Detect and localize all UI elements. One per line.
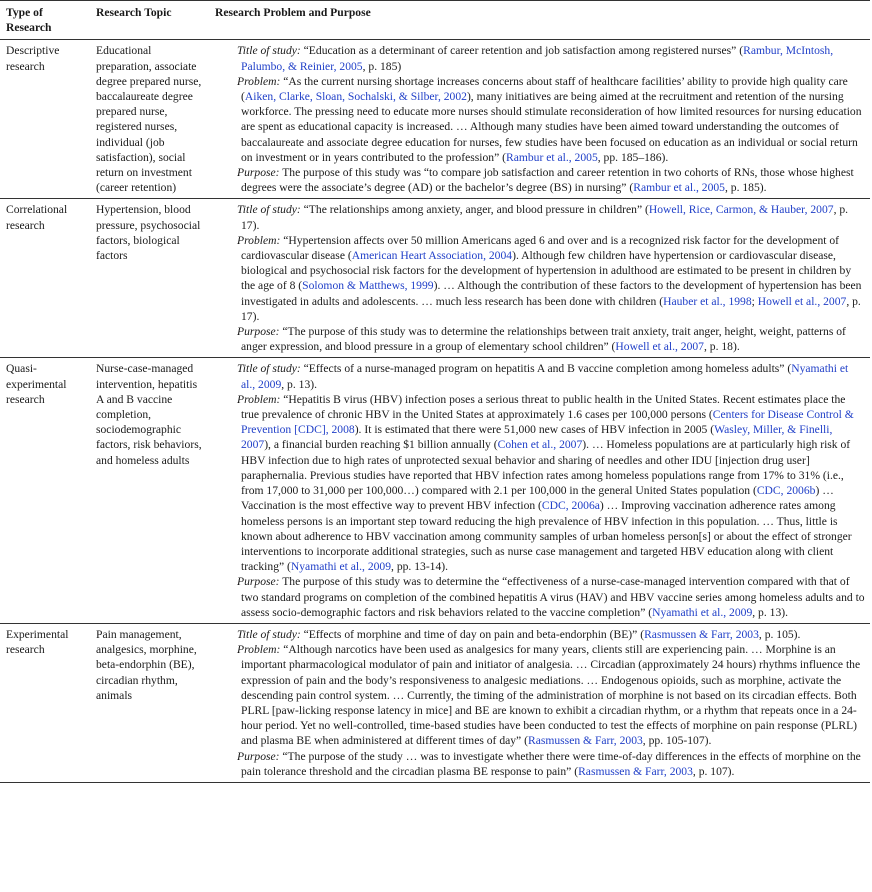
text-segment: , p. 18). [703, 340, 740, 354]
text-segment: “Effects of a nurse-managed program on hepatitis A and B vaccine completion among homeless adults” ( [300, 362, 792, 376]
problem-purpose-cell [209, 199, 870, 358]
study-title [237, 361, 865, 391]
text-segment: ). … Although the contribution of these factors to the development of hypertension has been investigated in adults and adolescents. … much less research has been done with children ( [241, 279, 862, 308]
text-segment: ; [751, 294, 758, 308]
text-segment: “As the current nursing shortage increases concerns about staff of healthcare facilities’ ability to provide high quality care ( [241, 74, 848, 104]
citation-link[interactable]: Wasley, Miller, & Finelli, 2007 [241, 423, 833, 452]
citation-link[interactable]: CDC, 2006b [756, 484, 816, 498]
citation-link[interactable]: Howell, Rice, Carmon, & Hauber, 2007 [648, 203, 834, 217]
citation-link[interactable]: Rasmussen & Farr, 2003 [644, 627, 759, 641]
purpose-label: Purpose: [237, 166, 280, 180]
title-label: Title of study: [237, 362, 301, 376]
problem-statement [237, 392, 865, 574]
text-segment: ) … Vaccination is the most effective way to prevent HBV infection ( [241, 484, 834, 513]
text-segment: ) … Improving vaccination adherence rates among homeless persons is an important step toward reducing the high prevalence of HBV infection in this population. … Thus, little is known about adherence to HBV vaccination among community samples of urban homeless person[s] or about the effect of stronger interventions to incorporate additional strategies, such as nurse case management and targeted HBV education along with client tracking” ( [241, 499, 852, 574]
text-segment: ). It is estimated that there were 51,000 new cases of HBV infection in 2005 ( [354, 423, 715, 437]
title-label: Title of study: [237, 44, 301, 58]
table-row [0, 199, 870, 358]
purpose-label: Purpose: [237, 575, 280, 589]
citation-link[interactable]: American Heart Association, 2004 [351, 249, 513, 263]
research-type-cell: Correlational research [6, 203, 68, 232]
purpose-label: Purpose: [237, 325, 280, 339]
table-body [0, 40, 870, 783]
header-type: Type of Research [0, 1, 90, 40]
text-segment: “Hypertension affects over 50 million Americans aged 6 and over and is a recognized risk factor for the development of cardiovascular disease ( [241, 233, 840, 263]
text-segment: , p. 107). [692, 764, 735, 778]
problem-purpose-cell [209, 40, 870, 199]
citation-link[interactable]: Nyamathi et al., 2009 [652, 605, 753, 619]
study-title [237, 43, 865, 73]
research-topic-cell: Hypertension, blood pressure, psychosocial factors, biological factors [96, 203, 201, 263]
citation-link[interactable]: Howell et al., 2007 [615, 340, 704, 354]
research-topic-cell: Educational preparation, associate degree prepared nurse, baccalaureate degree prepared nurse, registered nurses, individual (job satisfaction), social return on investment (career retention) [96, 44, 202, 195]
citation-link[interactable]: Solomon & Matthews, 1999 [302, 279, 434, 293]
table-row [0, 358, 870, 623]
text-segment: “The purpose of the study … was to investigate whether there were time-of-day differences in the effects of morphine on the pain tolerance threshold and the circadian plasma BE response to pain” ( [241, 749, 861, 778]
text-segment: , p. 13). [281, 377, 317, 391]
research-type-cell: Quasi-experimental research [6, 362, 67, 406]
text-segment: “Although narcotics have been used as analgesics for many years, clients still are experiencing pain. … Morphine is an important pharmacological modulator of pain and initiator of analgesia. … Circadian (approximately 24 hours) rhythms influence the expression of pain and the body’s responsiveness to analgesic mediations. … Endogenous opioids, such as morphine, activate the descending pain control system. … Currently, the timing of the administration of morphine is not based on its circadian effects. Both PLRL [paw-licking response latency in mice] and BE are known to exhibit a circadian rhythm, or a rhythm that repeats once in a 24-hour period. Yet no well-controlled, time-based studies have been conducted to test the effects of morphine on pain response (PLRL) and plasma BE when administered at different times of day” ( [241, 643, 861, 748]
text-segment: “Effects of morphine and time of day on pain and beta-endorphin (BE)” ( [300, 627, 645, 641]
citation-link[interactable]: Rambur et al., 2005 [505, 150, 598, 164]
citation-link[interactable]: Cohen et al., 2007 [497, 438, 583, 452]
purpose-label: Purpose: [237, 749, 280, 763]
text-segment: , p. 105). [758, 627, 801, 641]
problem-statement [237, 74, 865, 165]
table-row [0, 40, 870, 199]
purpose-statement [237, 324, 865, 354]
text-segment: “Hepatitis B virus (HBV) infection poses a serious threat to public health in the United States. Recent estimates place the true prevalence of chronic HBV in the United States at approximately 1.6 cases per 100,000 persons ( [241, 392, 846, 422]
text-segment: , p. 17). [241, 294, 861, 323]
text-segment: , p. 17). [241, 203, 849, 232]
problem-purpose-cell [209, 623, 870, 782]
problem-label: Problem: [237, 643, 281, 657]
text-segment: ). … Homeless populations are at particularly high risk of HBV infection due to high rates of unprotected sexual behavior and sharing of needles and other IDU [injection drug user] paraphernalia. Previous studies have reported that HBV infection rates among homeless populations range from 17% to 31% (i.e., from 17,000 to 31,000 per 100,000…) compared with 2.1 per 100,000 in the general United States population ( [241, 438, 851, 498]
text-segment: ), a financial burden reaching $1 billion annually ( [264, 438, 498, 452]
research-type-cell: Descriptive research [6, 44, 60, 73]
text-segment: “Education as a determinant of career retention and job satisfaction among registered nurses” ( [300, 44, 744, 58]
citation-link[interactable]: Rasmussen & Farr, 2003 [578, 764, 693, 778]
study-title [237, 202, 865, 232]
problem-label: Problem: [237, 74, 281, 88]
purpose-statement [237, 574, 865, 620]
title-label: Title of study: [237, 627, 301, 641]
citation-link[interactable]: Hauber et al., 1998 [663, 294, 752, 308]
research-topic-cell: Pain management, analgesics, morphine, beta-endorphin (BE), circadian rhythm, animals [96, 627, 197, 702]
text-segment: , pp. 185–186). [597, 150, 669, 164]
table-row [0, 623, 870, 782]
research-type-cell: Experimental research [6, 627, 69, 657]
citation-link[interactable]: Rasmussen & Farr, 2003 [527, 734, 643, 748]
text-segment: “The purpose of this study was to determine the relationships between trait anxiety, trait anger, height, weight, patterns of anger expression, and blood pressure in a group of elementary school children” ( [241, 325, 846, 354]
header-problem-purpose: Research Problem and Purpose [209, 1, 870, 40]
purpose-statement [237, 165, 865, 195]
text-segment: ), many initiatives are being aimed at the recruitment and retention of the nursing workforce. The pressing need to educate more nurses should stimulate reconsideration of how limited resources for nursing education are spent as educational capacity is increased. … Although many studies have been aimed toward understanding the outcomes of baccalaureate and associate degree education for nurses, few studies have been focused on education as an individual or social return on investment or in years contributed to the profession” ( [241, 90, 862, 164]
citation-link[interactable]: Nyamathi et al., 2009 [241, 362, 849, 391]
citation-link[interactable]: Nyamathi et al., 2009 [290, 560, 392, 574]
header-topic: Research Topic [90, 1, 209, 40]
purpose-statement [237, 749, 865, 779]
text-segment: , p. 185). [724, 181, 767, 195]
text-segment: The purpose of this study was to determine the “effectiveness of a nurse-case-managed intervention compared with that of two standard programs on completion of the combined hepatitis A virus (HAV) and HBV vaccine series among homeless adults and to assess socio-demographic factors and risk behaviors related to the vaccine completion” ( [241, 575, 865, 619]
problem-statement [237, 642, 865, 748]
text-segment: The purpose of this study was “to compare job satisfaction and career retention in two cohorts of RNs, those whose highest degrees were the associate’s degree (AD) or the bachelor’s degree (BS) in nursing” ( [241, 166, 854, 195]
citation-link[interactable]: Rambur et al., 2005 [633, 181, 725, 195]
title-label: Title of study: [237, 203, 301, 217]
text-segment: , pp. 105-107). [642, 734, 712, 748]
text-segment: “The relationships among anxiety, anger, and blood pressure in children” ( [300, 203, 649, 217]
text-segment: , p. 13). [752, 605, 788, 619]
problem-label: Problem: [237, 233, 281, 247]
header-row [0, 1, 870, 40]
text-segment: , pp. 13-14). [391, 560, 449, 574]
problem-label: Problem: [237, 392, 281, 406]
citation-link[interactable]: Howell et al., 2007 [757, 294, 847, 308]
citation-link[interactable]: Aiken, Clarke, Sloan, Sochalski, & Silber, 2002 [244, 90, 467, 104]
citation-link[interactable]: Centers for Disease Control & Prevention [CDC], 2008 [241, 408, 854, 437]
study-title [237, 627, 865, 642]
text-segment: , p. 185) [362, 59, 402, 73]
text-segment: ). Although few children have hypertension or cardiovascular disease, biological and psychosocial risk factors for the development of hypertension in adulthood are estimated to be present in children by the age of 8 ( [241, 249, 852, 293]
problem-purpose-cell [209, 358, 870, 623]
citation-link[interactable]: Rambur, McIntosh, Palumbo, & Reinier, 2005 [241, 44, 834, 73]
research-topic-cell: Nurse-case-managed intervention, hepatitis A and B vaccine completion, sociodemographic factors, risk behaviors, and homeless adults [96, 362, 202, 467]
problem-statement [237, 233, 865, 324]
citation-link[interactable]: CDC, 2006a [541, 499, 600, 513]
